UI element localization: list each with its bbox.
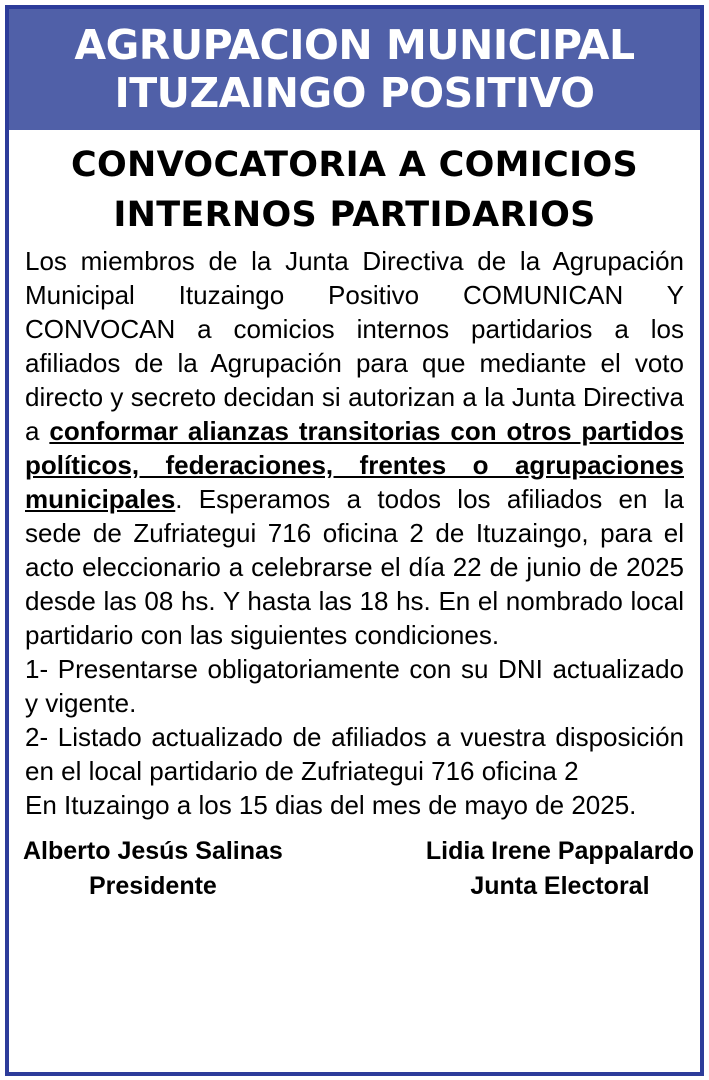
signature-left-role: Presidente: [88, 872, 217, 900]
organization-name-line1: AGRUPACION MUNICIPAL: [74, 21, 635, 69]
signature-left-name: Alberto Jesús Salinas: [23, 837, 283, 865]
signatures: [9, 822, 700, 904]
emphasized-text: conformar alianzas transitorias con otros partidos políticos, federaciones, frentes o agrupaciones municipales: [25, 416, 684, 514]
organization-header: [9, 9, 700, 130]
condition-1: 1- Presentarse obligatoriamente con su DNI actualizado y vigente.: [25, 654, 684, 718]
notice-title-line2: INTERNOS PARTIDARIOS: [113, 195, 596, 235]
signature-left: [23, 834, 283, 904]
intro-text: Los miembros de la Junta Directiva de la Agrupación Municipal Ituzaingo Positivo COMUNICAN Y CONVOCAN a comicios internos partidarios a los afiliados de la Agrupación para que mediante el voto directo y secreto decidan si autorizan a la Junta Directiva a: [25, 246, 684, 446]
signature-right: [426, 834, 694, 904]
signature-right-name: Lidia Irene Pappalardo: [425, 837, 694, 865]
continuation-text: . Esperamos a todos los afiliados en la sede de Zufriategui 716 oficina 2 de Ituzaingo, para el acto eleccionario a celebrarse el día 22 de junio de 2025 desde las 08 hs. Y hasta las 18 hs. En el nombrado local partidario con las siguientes condiciones.: [25, 484, 684, 650]
notice-title-line1: CONVOCATORIA A COMICIOS: [70, 145, 639, 185]
closing-line: En Ituzaingo a los 15 dias del mes de mayo de 2025.: [25, 790, 637, 820]
signature-right-role: Junta Electoral: [470, 872, 650, 900]
notice-title: [9, 140, 700, 240]
main-paragraph: [25, 244, 684, 652]
notice-frame: [5, 5, 704, 1076]
organization-name-line2: ITUZAINGO POSITIVO: [114, 69, 595, 117]
notice-body: [9, 240, 700, 822]
condition-2: 2- Listado actualizado de afiliados a vuestra disposición en el local partidario de Zufriategui 716 oficina 2: [25, 722, 684, 786]
